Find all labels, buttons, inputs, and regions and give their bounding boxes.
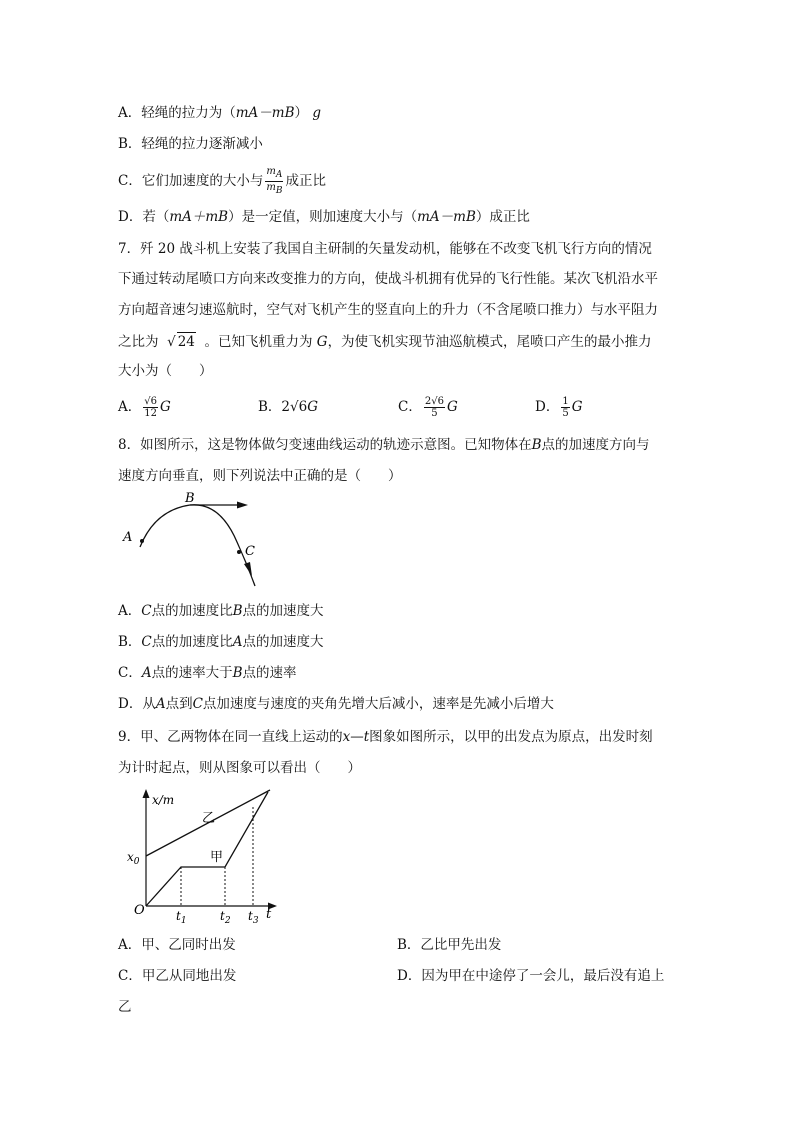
q8-option-a: A．C点的加速度比B点的加速度大 [118,603,324,619]
mass-ratio-fraction: $\frac{mA}{mB}$ [266,166,283,196]
label-yi: 乙 [202,811,216,826]
q7-option-c: C． $\frac{2√6}{5}$ G [398,396,458,419]
q7-option-a: A． $\frac{√6}{12}$ G [118,396,171,419]
x-axis-label: t [266,907,272,922]
point-c-dot [237,550,241,554]
path-direction-arrowhead [244,562,252,576]
q8-option-c: C．A点的速率大于B点的速率 [118,665,297,681]
label-point-a: A [123,530,133,545]
label-point-c: C [245,544,255,559]
q8-stem-line-1: 8．如图所示，这是物体做匀变速曲线运动的轨迹示意图。已知物体在B点的加速度方向与 [118,437,650,453]
q9-option-b: B．乙比甲先出发 [397,937,502,953]
q9-option-c: C．甲乙从同地出发 [118,968,237,984]
q7-option-d: D． $\frac{1}{5}$ G [535,396,583,419]
q9-option-d: D．因为甲在中途停了一会儿，最后没有追上 [397,968,665,984]
trajectory-curve [140,505,255,586]
label-jia: 甲 [210,850,224,865]
q6-option-c: C．它们加速度的大小与 $\frac{mA}{mB}$ 成正比 [118,166,326,196]
q9-stem-line-1: 9．甲、乙两物体在同一直线上运动的x—t图象如图所示，以甲的出发点为原点，出发时刻 [118,729,653,745]
q9-stem-line-2: 为计时起点，则从图象可以看出（ ） [118,760,361,776]
y-axis-arrowhead [143,789,150,798]
q7-stem-line-4: 之比为 √ 24 。已知飞机重力为 G，为使飞机实现节油巡航模式，尾喷口产生的最小推力 [118,334,652,350]
label-t3: $t_3$ [248,909,259,926]
label-point-b: B [185,492,195,506]
velocity-arrowhead-b [237,502,248,509]
xt-graph-figure [120,786,290,926]
line-jia [146,792,268,906]
q9-option-d-continued: 乙 [118,999,132,1015]
q8-option-b: B．C点的加速度比A点的加速度大 [118,634,324,650]
q7-stem-line-3: 方向超音速匀速巡航时，空气对飞机产生的竖直向上的升力（不含尾喷口推力）与水平阻力 [118,302,658,318]
q8-stem-line-2: 速度方向垂直，则下列说法中正确的是（ ） [118,468,402,484]
q7-stem-line-2: 下通过转动尾喷口方向来改变推力的方向，使战斗机拥有优异的飞行性能。某次飞机沿水平 [118,271,658,287]
q6-option-d: D．若（mA＋mB）是一定值，则加速度大小与（mA－mB）成正比 [118,209,530,225]
q8-option-d: D．从A点到C点加速度与速度的夹角先增大后减小，速率是先减小后增大 [118,696,554,712]
q6-option-a: A．轻绳的拉力为（mA－mB） g [118,105,321,121]
point-a-dot [140,539,144,543]
label-t2: $t_2$ [220,909,231,926]
label-t1: $t_1$ [176,909,187,926]
trajectory-figure [115,492,275,592]
q7-option-b: B．2√6G [258,399,318,415]
q7-stem-line-5: 大小为（ ） [118,363,213,379]
label-x0: $x_0$ [127,850,140,867]
q6-option-b: B．轻绳的拉力逐渐减小 [118,136,263,152]
label-origin: O [134,903,145,918]
q9-option-a: A．甲、乙同时出发 [118,937,236,953]
y-axis-label: x/m [152,793,175,807]
q7-stem-line-1: 7．歼 20 战斗机上安装了我国自主研制的矢量发动机，能够在不改变飞机飞行方向的情况 [118,241,652,257]
